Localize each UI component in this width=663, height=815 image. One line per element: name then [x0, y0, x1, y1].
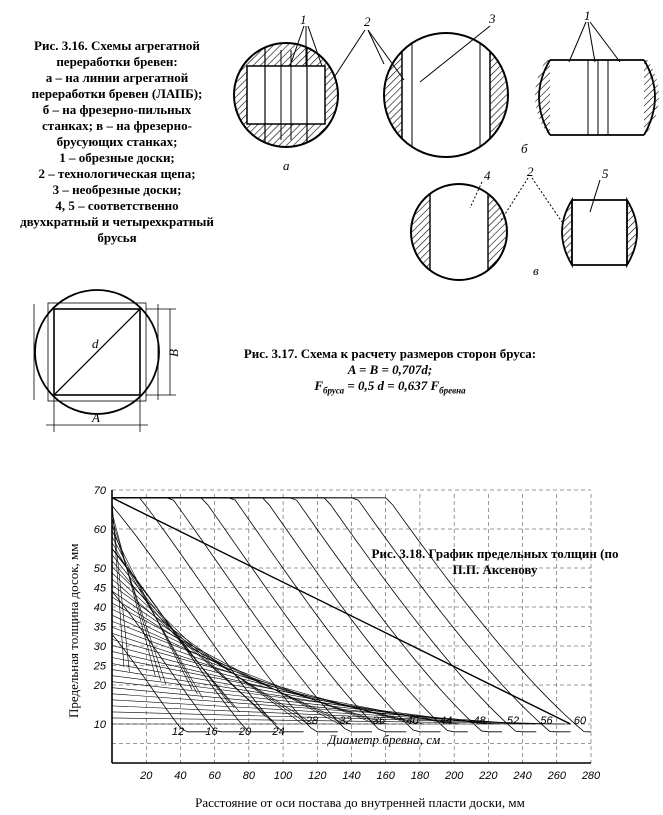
x-tick-label: 60: [208, 770, 221, 782]
diameter-label: 44: [439, 715, 453, 727]
caption-line: переработки бревен:: [56, 54, 178, 69]
fig317-formula2: $F_{бруса} = 0,5$ d = 0,637 $F_{бревна}$: [314, 378, 466, 396]
label-1-b: 1: [584, 8, 591, 23]
label-2-v: 2: [527, 164, 534, 179]
caption-line: брусья: [97, 230, 137, 245]
caption-line: 4, 5 – соответственно: [55, 198, 179, 213]
y-tick-label: 40: [93, 602, 106, 614]
x-tick-label: 220: [479, 770, 498, 782]
inner-axis-label: Диаметр бревна, см: [328, 732, 441, 747]
x-tick-label: 120: [308, 770, 327, 782]
diameter-label: 12: [171, 726, 185, 738]
fig316-diagram-v-circle: [410, 180, 508, 285]
x-tick-label: 160: [376, 770, 395, 782]
caption-line: станках; в – на фрезерно-: [42, 118, 192, 133]
hatch-line: [112, 621, 376, 724]
diameter-label: 28: [305, 715, 319, 727]
fig318-caption: Рис. 3.18. График предельных толщин (по П.П. Аксенову: [371, 546, 619, 577]
hatch-line: [112, 506, 129, 671]
x-tick-label: 280: [581, 770, 601, 782]
x-tick-label: 180: [410, 770, 430, 782]
x-tick-label: 100: [273, 770, 293, 782]
diameter-label: 48: [473, 715, 486, 727]
y-tick-label: 20: [93, 680, 106, 692]
hatch-line: [112, 549, 229, 703]
y-tick-label: 30: [93, 641, 106, 653]
y-tick-label: 35: [93, 621, 106, 634]
hatch-line: [112, 585, 302, 724]
y-tick-label: 45: [93, 582, 106, 595]
limit-line: [112, 498, 570, 724]
x-tick-label: 140: [342, 770, 361, 782]
hatch-line: [112, 555, 234, 708]
diameter-curve: [112, 498, 536, 732]
fig317-label-d: d: [92, 336, 99, 351]
fig318-chart: [66, 485, 601, 810]
x-tick-label: 240: [513, 770, 532, 782]
y-tick-label: 25: [93, 660, 106, 673]
fig317-formula1: A = B = 0,707d;: [347, 362, 433, 377]
caption-line: переработки бревен (ЛАПБ);: [31, 86, 203, 101]
y-tick-label: 60: [93, 524, 106, 536]
diameter-label: 24: [272, 726, 285, 738]
caption-line: 1 – обрезные доски;: [59, 150, 175, 165]
caption-line: а – на линии агрегатной: [45, 70, 189, 85]
fig317-label-b: B: [166, 349, 181, 357]
x-tick-label: 40: [174, 770, 187, 782]
fig316-diagram-b-cant: [535, 60, 659, 135]
diameter-curve: [112, 498, 406, 732]
label-v: в: [533, 263, 539, 278]
diameter-label: 32: [339, 715, 352, 727]
diameter-label: 16: [205, 726, 218, 738]
x-axis-label: Расстояние от оси постава до внутренней пласти доски, мм: [195, 795, 525, 810]
y-axis-label: Предельная толщина досок, мм: [66, 543, 81, 718]
y-tick-label: 10: [93, 719, 106, 731]
label-b: б: [521, 141, 528, 156]
diameter-label: 56: [540, 715, 553, 727]
y-tick-label: 50: [93, 563, 106, 575]
caption-line: б – на фрезерно-пильных: [42, 102, 192, 117]
diameter-label: 40: [406, 715, 419, 727]
fig316-diagram-v-cant: [562, 200, 637, 265]
diameter-label: 36: [372, 715, 386, 727]
caption-line: 2 – технологическая щепа;: [38, 166, 196, 181]
caption-line: Рис. 3.16. Схемы агрегатной: [34, 38, 200, 53]
diameter-label: 52: [506, 715, 520, 727]
label-4: 4: [484, 168, 491, 183]
hatch-line: [112, 525, 166, 686]
fig317-title: Рис. 3.17. Схема к расчету размеров сторон бруса:: [243, 346, 537, 361]
diameter-label: 20: [238, 726, 252, 738]
fig316-diagram-b-circle: [380, 30, 512, 160]
x-tick-label: 20: [140, 770, 153, 782]
diameter-label: 60: [573, 715, 587, 727]
x-tick-label: 260: [547, 770, 566, 782]
diameter-curve: [112, 498, 570, 732]
x-tick-label: 200: [444, 770, 464, 782]
label-2: 2: [364, 14, 371, 29]
label-3: 3: [489, 11, 496, 26]
label-5: 5: [602, 166, 609, 181]
caption-line: 3 – необрезные доски;: [52, 182, 182, 197]
caption-line: двухкратный и четырехкратный: [20, 214, 214, 229]
x-tick-label: 80: [242, 770, 255, 782]
caption-line: брусующих станках;: [56, 134, 178, 149]
label-a: а: [283, 158, 290, 173]
fig316-diagram-a: [230, 40, 342, 152]
fig317-label-a: A: [92, 410, 100, 425]
label-1-a: 1: [300, 12, 307, 27]
fig317-diagram: [34, 290, 176, 432]
y-tick-label: 70: [93, 485, 106, 497]
